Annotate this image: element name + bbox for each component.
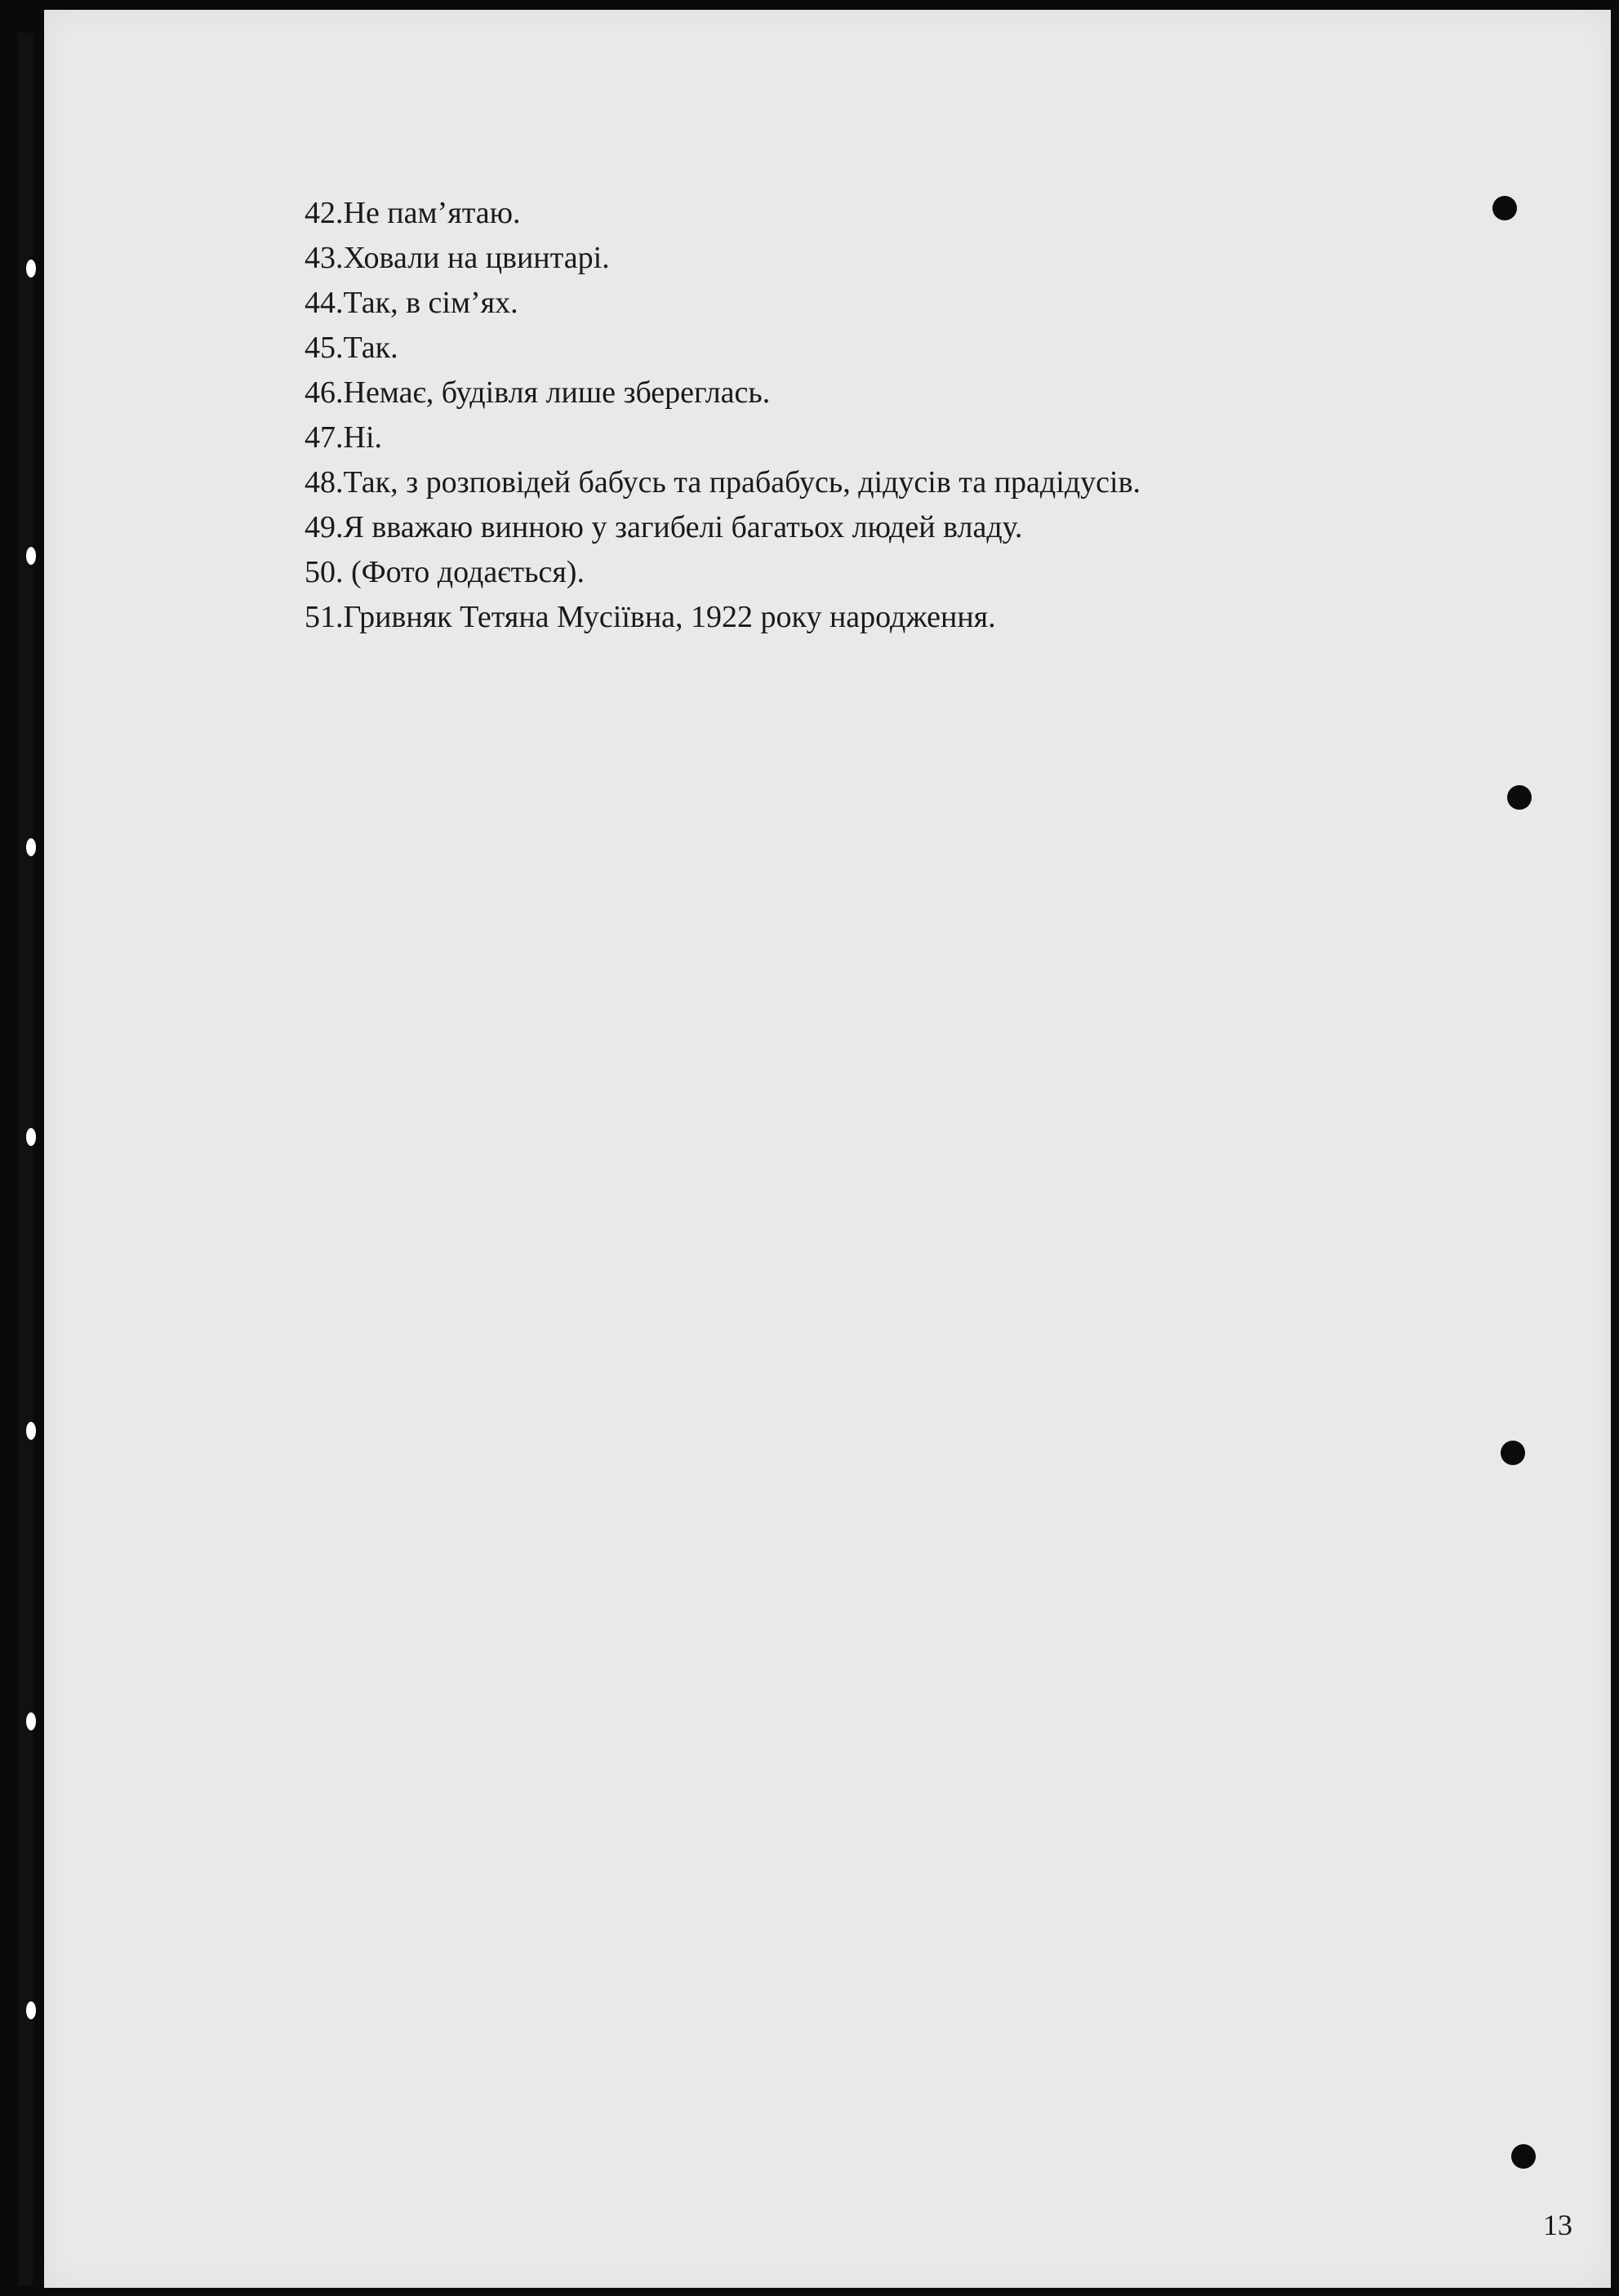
answer-50: 50. (Фото додається). — [305, 555, 585, 589]
answer-42: 42.Не пам’ятаю. — [305, 196, 521, 230]
punch-hole — [1492, 196, 1517, 220]
binding-hole — [26, 260, 36, 278]
punch-hole — [1511, 2144, 1536, 2169]
punch-hole — [1501, 1441, 1525, 1465]
answer-51: 51.Гривняк Тетяна Мусіївна, 1922 року народження. — [305, 600, 996, 634]
document-page — [44, 10, 1611, 2288]
binding-hole — [26, 547, 36, 565]
answer-49: 49.Я вважаю винною у загибелі багатьох людей владу. — [305, 510, 1023, 544]
answer-43: 43.Ховали на цвинтарі. — [305, 241, 610, 275]
punch-hole — [1507, 785, 1532, 810]
answer-44: 44.Так, в сім’ях. — [305, 286, 518, 320]
answer-45: 45.Так. — [305, 331, 398, 365]
answer-46: 46.Немає, будівля лише збереглась. — [305, 375, 771, 410]
binding-hole — [26, 1422, 36, 1440]
answer-47: 47.Ні. — [305, 420, 382, 455]
binding-hole — [26, 1128, 36, 1146]
binding-hole — [26, 1712, 36, 1730]
binding-strip — [18, 33, 33, 2285]
binding-hole — [26, 838, 36, 856]
page-number: 13 — [1543, 2209, 1572, 2241]
answer-list — [305, 191, 1141, 640]
binding-hole — [26, 2001, 36, 2019]
answer-48: 48.Так, з розповідей бабусь та прабабусь, дідусів та прадідусів. — [305, 465, 1141, 500]
